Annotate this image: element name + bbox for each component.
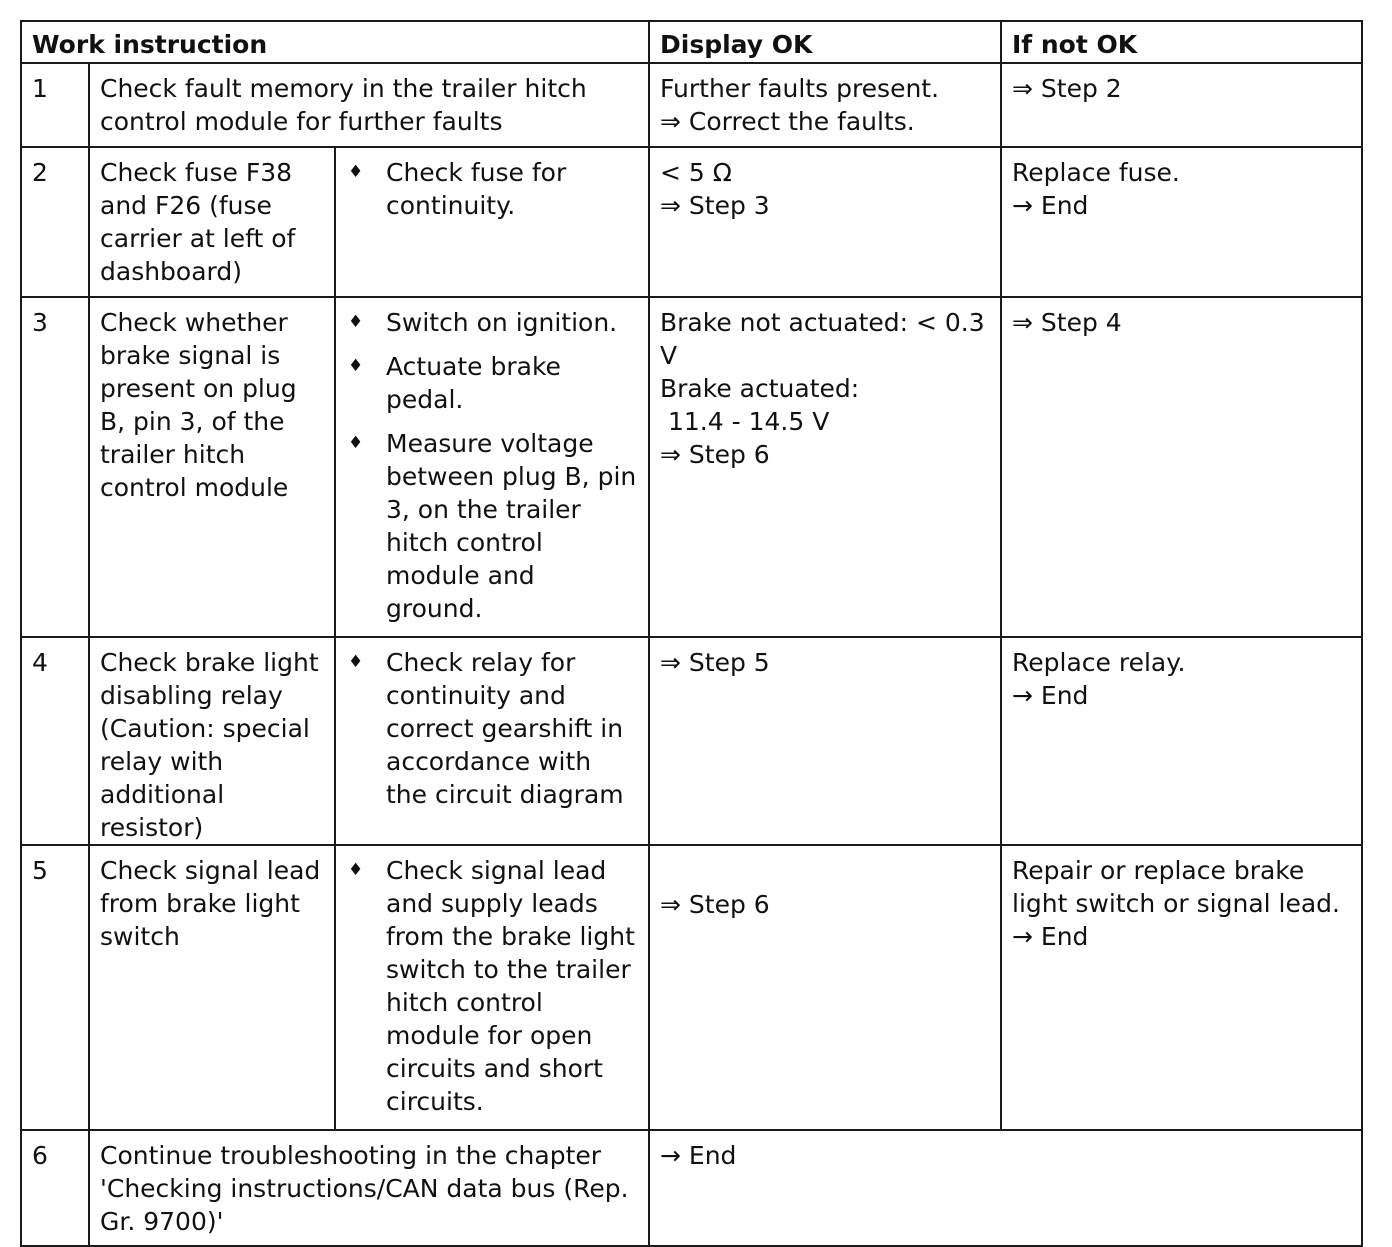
procedure-step-text: Check signal lead and supply leads from the brake light switch to the trailer hitch control module for open circuits and short circuits. xyxy=(386,856,635,1116)
procedure-step xyxy=(346,427,638,625)
display-ok-line: 11.4 - 14.5 V xyxy=(668,407,830,436)
header-display-ok: Display OK xyxy=(649,21,1001,63)
table-row xyxy=(21,147,1362,297)
if-not-ok xyxy=(1001,147,1362,297)
table-row xyxy=(21,297,1362,637)
procedure-step-text: Switch on ignition. xyxy=(386,308,618,337)
bullet-icon: ♦ xyxy=(348,162,364,182)
procedure-step-text: Check relay for continuity and correct gearshift in accordance with the circuit diagram xyxy=(386,648,624,809)
if-not-ok-line: → End xyxy=(1012,191,1089,220)
troubleshooting-table xyxy=(20,20,1363,1247)
display-ok-line: Further faults present. xyxy=(660,74,940,103)
display-ok xyxy=(649,1130,1362,1246)
work-instruction: Check fuse F38 and F26 (fuse carrier at left of dashboard) xyxy=(89,147,335,297)
step-number: 1 xyxy=(21,63,89,147)
display-ok-line: → End xyxy=(660,1141,737,1170)
procedure-step xyxy=(346,350,638,416)
if-not-ok xyxy=(1001,637,1362,845)
if-not-ok-line: → End xyxy=(1012,681,1089,710)
display-ok-line: < 5 Ω xyxy=(660,158,732,187)
work-instruction: Check whether brake signal is present on plug B, pin 3, of the trailer hitch control module xyxy=(89,297,335,637)
procedure-step xyxy=(346,156,638,222)
display-ok-line: Brake not actuated: < 0.3 V xyxy=(660,308,985,370)
display-ok-line: ⇒ Step 3 xyxy=(660,191,770,220)
if-not-ok-line: Replace relay. xyxy=(1012,648,1186,677)
display-ok-line: Brake actuated: xyxy=(660,374,860,403)
if-not-ok-line: ⇒ Step 2 xyxy=(1012,74,1122,103)
table-row xyxy=(21,637,1362,845)
header-work-instruction: Work instruction xyxy=(21,21,649,63)
display-ok xyxy=(649,845,1001,1130)
procedure xyxy=(335,297,649,637)
step-number: 4 xyxy=(21,637,89,845)
work-instruction: Continue troubleshooting in the chapter 'Checking instructions/CAN data bus (Rep. Gr. 9700)' xyxy=(89,1130,649,1246)
bullet-icon: ♦ xyxy=(348,652,364,672)
procedure-step xyxy=(346,854,638,1118)
step-number: 2 xyxy=(21,147,89,297)
display-ok xyxy=(649,63,1001,147)
procedure-step xyxy=(346,646,638,811)
header-if-not-ok: If not OK xyxy=(1001,21,1362,63)
display-ok-line: ⇒ Step 5 xyxy=(660,648,770,677)
bullet-icon: ♦ xyxy=(348,433,364,453)
bullet-icon: ♦ xyxy=(348,860,364,880)
if-not-ok xyxy=(1001,63,1362,147)
work-instruction: Check brake light disabling relay (Caution: special relay with additional resistor) xyxy=(89,637,335,845)
if-not-ok-line: → End xyxy=(1012,922,1089,951)
procedure-step-text: Check fuse for continuity. xyxy=(386,158,567,220)
work-instruction: Check fault memory in the trailer hitch control module for further faults xyxy=(89,63,649,147)
display-ok xyxy=(649,147,1001,297)
procedure xyxy=(335,147,649,297)
if-not-ok-line: ⇒ Step 4 xyxy=(1012,308,1122,337)
procedure-step xyxy=(346,306,638,339)
if-not-ok-line: Replace fuse. xyxy=(1012,158,1180,187)
display-ok xyxy=(649,297,1001,637)
display-ok xyxy=(649,637,1001,845)
bullet-icon: ♦ xyxy=(348,356,364,376)
table-row xyxy=(21,845,1362,1130)
procedure xyxy=(335,637,649,845)
if-not-ok xyxy=(1001,297,1362,637)
step-number: 6 xyxy=(21,1130,89,1246)
step-number: 3 xyxy=(21,297,89,637)
table-row xyxy=(21,63,1362,147)
work-instruction: Check signal lead from brake light switch xyxy=(89,845,335,1130)
display-ok-line: ⇒ Step 6 xyxy=(660,890,770,919)
if-not-ok-line: Repair or replace brake light switch or signal lead. xyxy=(1012,856,1340,918)
procedure-step-text: Actuate brake pedal. xyxy=(386,352,561,414)
display-ok-line: ⇒ Step 6 xyxy=(660,440,770,469)
table-row xyxy=(21,1130,1362,1246)
bullet-icon: ♦ xyxy=(348,312,364,332)
display-ok-line: ⇒ Correct the faults. xyxy=(660,107,915,136)
if-not-ok xyxy=(1001,845,1362,1130)
procedure-step-text: Measure voltage between plug B, pin 3, on the trailer hitch control module and ground. xyxy=(386,429,637,623)
header-row xyxy=(21,21,1362,63)
step-number: 5 xyxy=(21,845,89,1130)
procedure xyxy=(335,845,649,1130)
